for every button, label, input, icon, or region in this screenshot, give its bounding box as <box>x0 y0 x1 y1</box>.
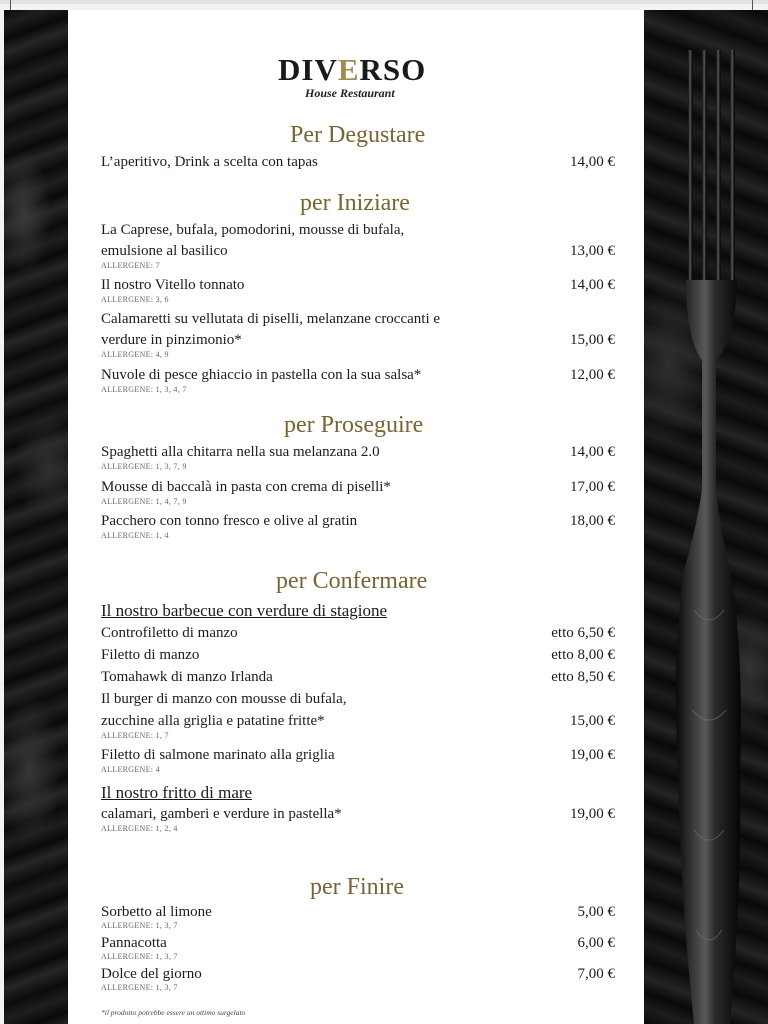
allergens: ALLERGENE: 1, 2, 4 <box>101 824 178 833</box>
dish-price: 14,00 € <box>570 154 615 170</box>
dish-name: Tomahawk di manzo Irlanda <box>101 669 273 685</box>
dish-name: emulsione al basilico <box>101 243 228 259</box>
dish-name: Spaghetti alla chitarra nella sua melanzana 2.0 <box>101 444 380 460</box>
section-title-iniziare: per Iniziare <box>300 190 410 216</box>
allergens: ALLERGENE: 1, 3, 7 <box>101 921 178 930</box>
section-title-finire: per Finire <box>310 874 404 900</box>
dish-name: La Caprese, bufala, pomodorini, mousse di bufala, <box>101 222 405 238</box>
dish-price: etto 6,50 € <box>551 625 615 641</box>
dish-price: 18,00 € <box>570 513 615 529</box>
dish-price: 6,00 € <box>577 935 615 951</box>
dish-price: 14,00 € <box>570 277 615 293</box>
dish-name: Nuvole di pesce ghiaccio in pastella con la sua salsa* <box>101 367 422 383</box>
dish-name: Controfiletto di manzo <box>101 625 238 641</box>
allergens: ALLERGENE: 3, 6 <box>101 295 169 304</box>
dish-price: 19,00 € <box>570 747 615 763</box>
top-border <box>0 0 768 4</box>
allergens: ALLERGENE: 4, 9 <box>101 350 169 359</box>
dish-name: Il burger di manzo con mousse di bufala, <box>101 691 347 707</box>
left-pasta-image <box>4 10 68 1024</box>
section-title-proseguire: per Proseguire <box>284 412 424 438</box>
dish-price: 12,00 € <box>570 367 615 383</box>
logo-mark: E <box>337 52 360 87</box>
dish-name: zucchine alla griglia e patatine fritte* <box>101 713 325 729</box>
dish-name: Filetto di salmone marinato alla griglia <box>101 747 335 763</box>
brand-subtitle: House Restaurant <box>305 86 395 100</box>
dish-price: 17,00 € <box>570 479 615 495</box>
dish-name: Sorbetto al limone <box>101 904 212 920</box>
allergens: ALLERGENE: 1, 7 <box>101 731 169 740</box>
section-title-confermare: per Confermare <box>276 568 428 594</box>
dish-price: etto 8,50 € <box>551 669 615 685</box>
allergens: ALLERGENE: 1, 3, 4, 7 <box>101 385 187 394</box>
dish-price: 13,00 € <box>570 243 615 259</box>
dish-name: L’aperitivo, Drink a scelta con tapas <box>101 154 318 170</box>
brand-logo: DIVERSO <box>278 52 427 87</box>
allergens: ALLERGENE: 1, 3, 7 <box>101 952 178 961</box>
dish-price: 5,00 € <box>577 904 615 920</box>
allergens: ALLERGENE: 1, 4 <box>101 531 169 540</box>
allergens: ALLERGENE: 1, 3, 7 <box>101 983 178 992</box>
section-title-degustare: Per Degustare <box>290 122 426 148</box>
dish-price: 7,00 € <box>577 966 615 982</box>
allergens: ALLERGENE: 7 <box>101 261 160 270</box>
subsection-title-barbecue: Il nostro barbecue con verdure di stagione <box>101 601 388 620</box>
footnote: *il prodotto potrebbe essere un ottimo surgelato <box>101 1008 246 1017</box>
allergens: ALLERGENE: 1, 4, 7, 9 <box>101 497 187 506</box>
dish-price: 14,00 € <box>570 444 615 460</box>
dish-name: verdure in pinzimonio* <box>101 332 242 348</box>
dish-price: etto 8,00 € <box>551 647 615 663</box>
dish-name: calamari, gamberi e verdure in pastella* <box>101 806 342 822</box>
dish-name: Pannacotta <box>101 935 167 951</box>
fork-icon <box>644 10 768 1024</box>
right-fork-image <box>644 10 768 1024</box>
dish-name: Pacchero con tonno fresco e olive al gratin <box>101 513 358 529</box>
allergens: ALLERGENE: 4 <box>101 765 160 774</box>
dish-price: 15,00 € <box>570 713 615 729</box>
dish-name: Dolce del giorno <box>101 966 202 982</box>
allergens: ALLERGENE: 1, 3, 7, 9 <box>101 462 187 471</box>
dish-name: Il nostro Vitello tonnato <box>101 277 245 293</box>
dish-price: 19,00 € <box>570 806 615 822</box>
dish-name: Filetto di manzo <box>101 647 200 663</box>
subsection-title-fritto: Il nostro fritto di mare <box>101 783 253 802</box>
dish-price: 15,00 € <box>570 332 615 348</box>
dish-name: Mousse di baccalà in pasta con crema di piselli* <box>101 479 391 495</box>
dish-name: Calamaretti su vellutata di piselli, melanzane croccanti e <box>101 311 441 327</box>
